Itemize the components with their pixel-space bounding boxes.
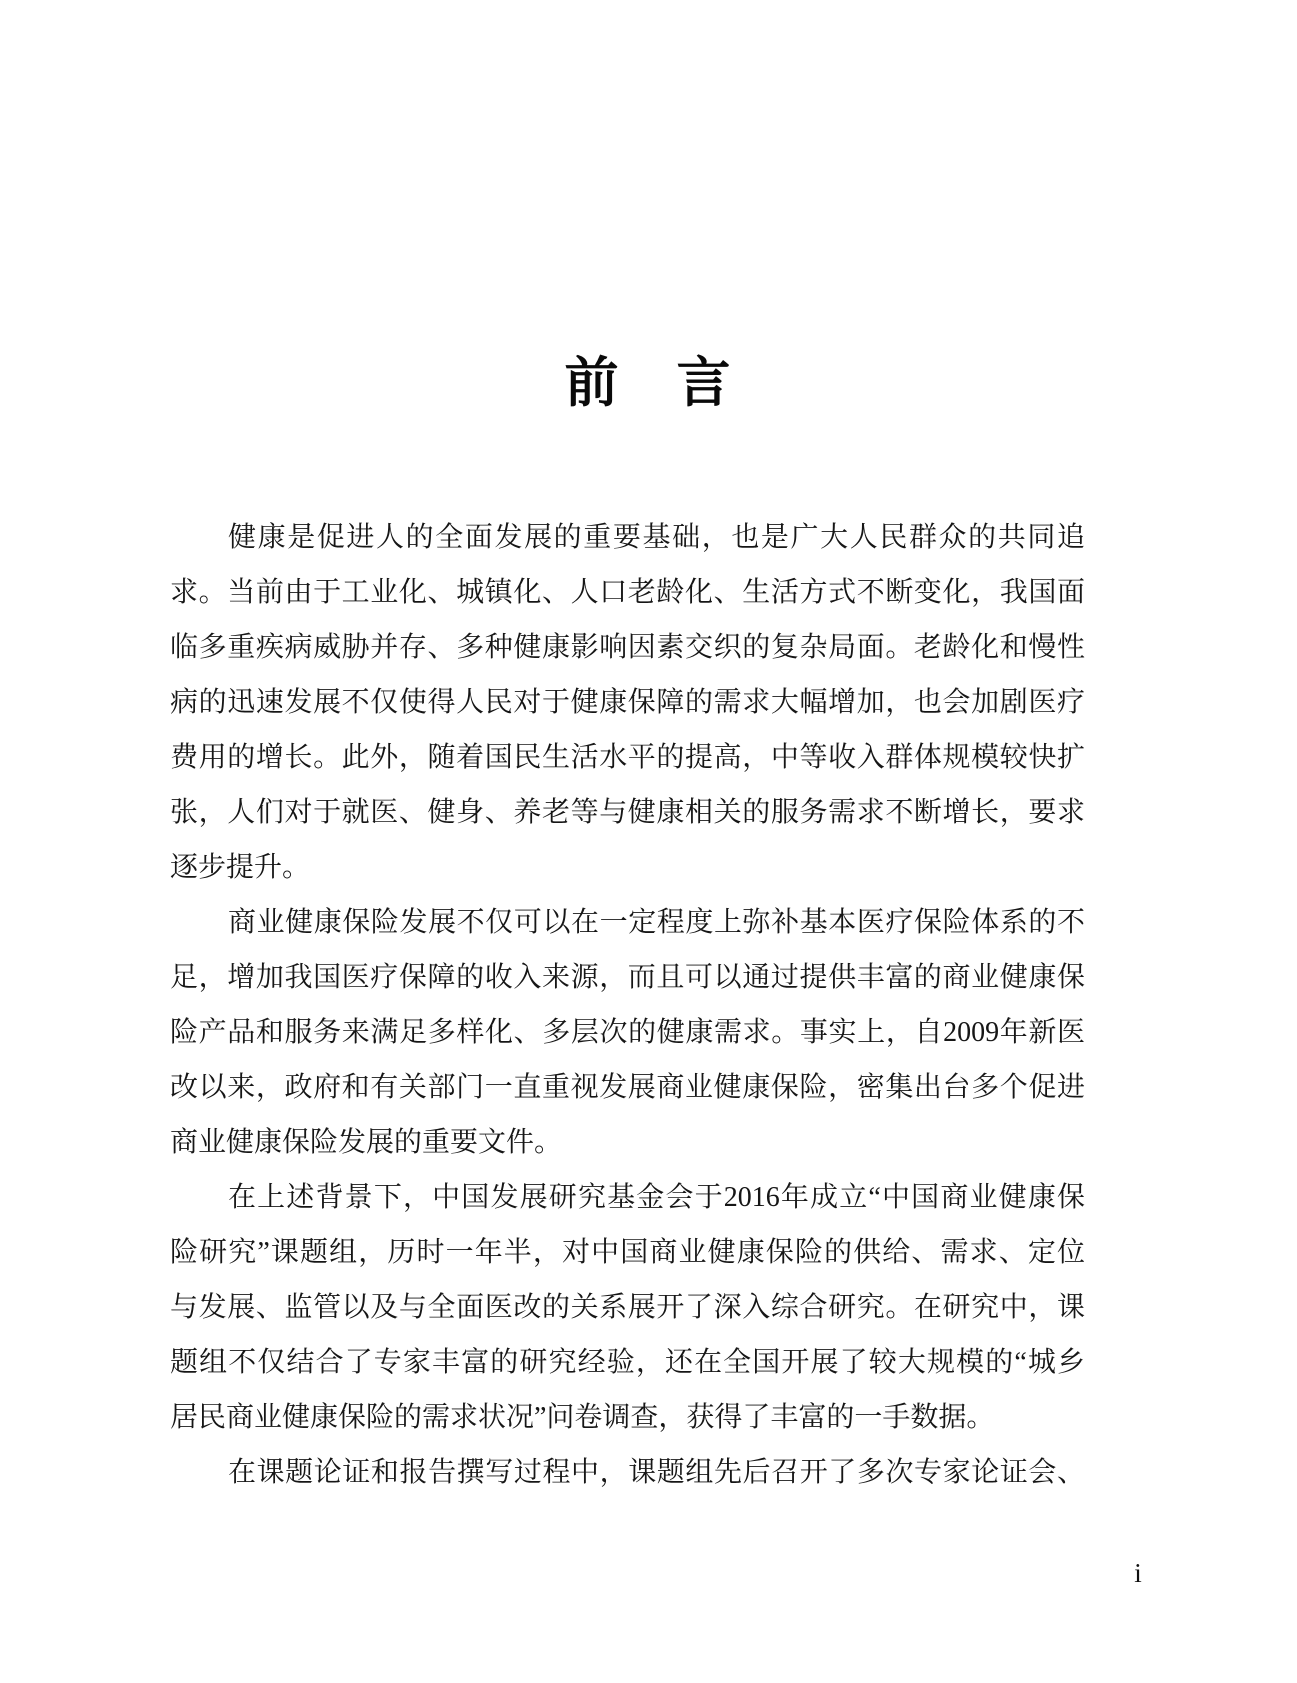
text-line: 商业健康保险发展不仅可以在一定程度上弥补基本医疗保险体系的不 <box>228 907 1085 938</box>
text-line: 逐步提升。 <box>170 852 311 883</box>
text-line: 商业健康保险发展的重要文件。 <box>170 1127 563 1158</box>
text-line: 居民商业健康保险的需求状况”问卷调查，获得了丰富的一手数据。 <box>170 1402 995 1433</box>
text-line: 在上述背景下，中国发展研究基金会于2016年成立“中国商业健康保 <box>228 1182 1085 1213</box>
paragraph-1 <box>170 510 1085 895</box>
text-line: 张，人们对于就医、健身、养老等与健康相关的服务需求不断增长，要求 <box>170 797 1085 828</box>
text-line: 与发展、监管以及与全面医改的关系展开了深入综合研究。在研究中，课 <box>170 1292 1085 1323</box>
text-line: 病的迅速发展不仅使得人民对于健康保障的需求大幅增加，也会加剧医疗 <box>170 687 1085 718</box>
paragraph-2 <box>170 895 1085 1170</box>
text-line: 费用的增长。此外，随着国民生活水平的提高，中等收入群体规模较快扩 <box>170 742 1085 773</box>
page-title: 前 言 <box>564 353 733 413</box>
paragraph-3 <box>170 1170 1085 1445</box>
text-line: 足，增加我国医疗保障的收入来源，而且可以通过提供丰富的商业健康保 <box>170 962 1085 993</box>
text-line: 临多重疾病威胁并存、多种健康影响因素交织的复杂局面。老龄化和慢性 <box>170 632 1085 663</box>
preface-body <box>170 510 1085 1500</box>
page-number: i <box>1134 1558 1142 1588</box>
text-line: 健康是促进人的全面发展的重要基础，也是广大人民群众的共同追 <box>228 522 1085 553</box>
text-line: 题组不仅结合了专家丰富的研究经验，还在全国开展了较大规模的“城乡 <box>170 1347 1085 1378</box>
text-line: 求。当前由于工业化、城镇化、人口老龄化、生活方式不断变化，我国面 <box>170 577 1085 608</box>
text-line: 在课题论证和报告撰写过程中，课题组先后召开了多次专家论证会、 <box>228 1457 1085 1488</box>
text-line: 改以来，政府和有关部门一直重视发展商业健康保险，密集出台多个促进 <box>170 1072 1085 1103</box>
text-line: 险产品和服务来满足多样化、多层次的健康需求。事实上，自2009年新医 <box>170 1017 1085 1048</box>
paragraph-4 <box>170 1445 1085 1500</box>
text-line: 险研究”课题组，历时一年半，对中国商业健康保险的供给、需求、定位 <box>170 1237 1085 1268</box>
